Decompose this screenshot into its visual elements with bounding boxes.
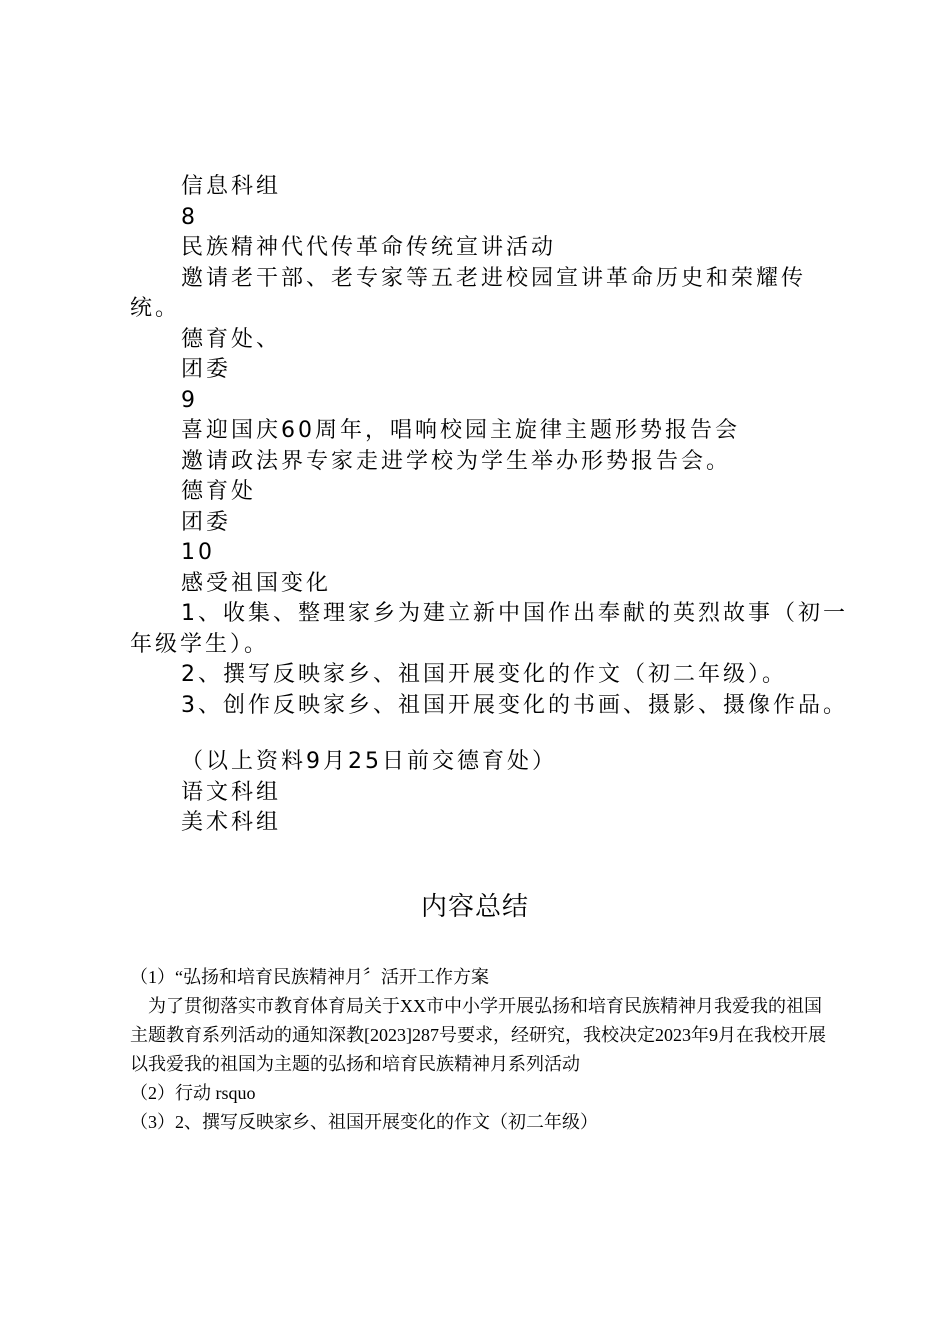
activity-title-10: 感受祖国变化	[181, 570, 332, 596]
summary-heading: 内容总结	[420, 892, 529, 922]
activity-desc-10-3: 3、创作反映家乡、祖国开展变化的书画、摄影、摄像作品。	[181, 692, 848, 718]
activity-desc-8: 邀请老干部、老专家等五老进校园宣讲革命历史和荣耀传统。	[130, 265, 807, 321]
activity-title-9: 喜迎国庆60周年，唱响校园主旋律主题形势报告会	[181, 418, 740, 443]
summary-item-1: （1）“弘扬和培育民族精神月〞活开工作方案	[130, 967, 489, 987]
dept-info-group: 信息科组	[181, 174, 282, 199]
responsible-dept-9b: 团委	[181, 509, 232, 535]
activity-title-8: 民族精神代代传革命传统宣讲活动	[181, 235, 557, 260]
submission-note: （以上资料9月25日前交德育处）	[181, 749, 557, 774]
summary-section	[130, 963, 830, 1137]
summary-item-3: （3）2、撰写反映家乡、祖国开展变化的作文（初二年级）	[130, 1112, 598, 1132]
item-number-8: 8	[181, 204, 198, 230]
item-number-10: 10	[181, 540, 215, 565]
activity-table-text	[130, 172, 850, 839]
activity-desc-9: 邀请政法界专家走进学校为学生举办形势报告会。	[181, 448, 732, 474]
item-number-9: 9	[181, 387, 198, 413]
activity-desc-10-2: 2、撰写反映家乡、祖国开展变化的作文（初二年级）。	[181, 662, 787, 687]
responsible-dept-10b: 美术科组	[181, 810, 282, 835]
responsible-dept-9a: 德育处	[181, 479, 257, 504]
responsible-dept-8a: 德育处、	[181, 326, 282, 352]
responsible-dept-10a: 语文科组	[181, 779, 282, 805]
activity-desc-10-1: 1、收集、整理家乡为建立新中国作出奉献的英烈故事（初一年级学生）。	[130, 601, 848, 657]
summary-item-2: （2）行动 rsquo	[130, 1083, 256, 1103]
summary-item-1-body: 为了贯彻落实市教育体育局关于XX市中小学开展弘扬和培育民族精神月我爱我的祖国主题教育系列活动的通知深教[2023]287号要求，经研究，我校决定2023年9月在我校开展以我爱我的祖国为主题的弘扬和培育民族精神月系列活动	[130, 996, 826, 1074]
responsible-dept-8b: 团委	[181, 357, 232, 382]
